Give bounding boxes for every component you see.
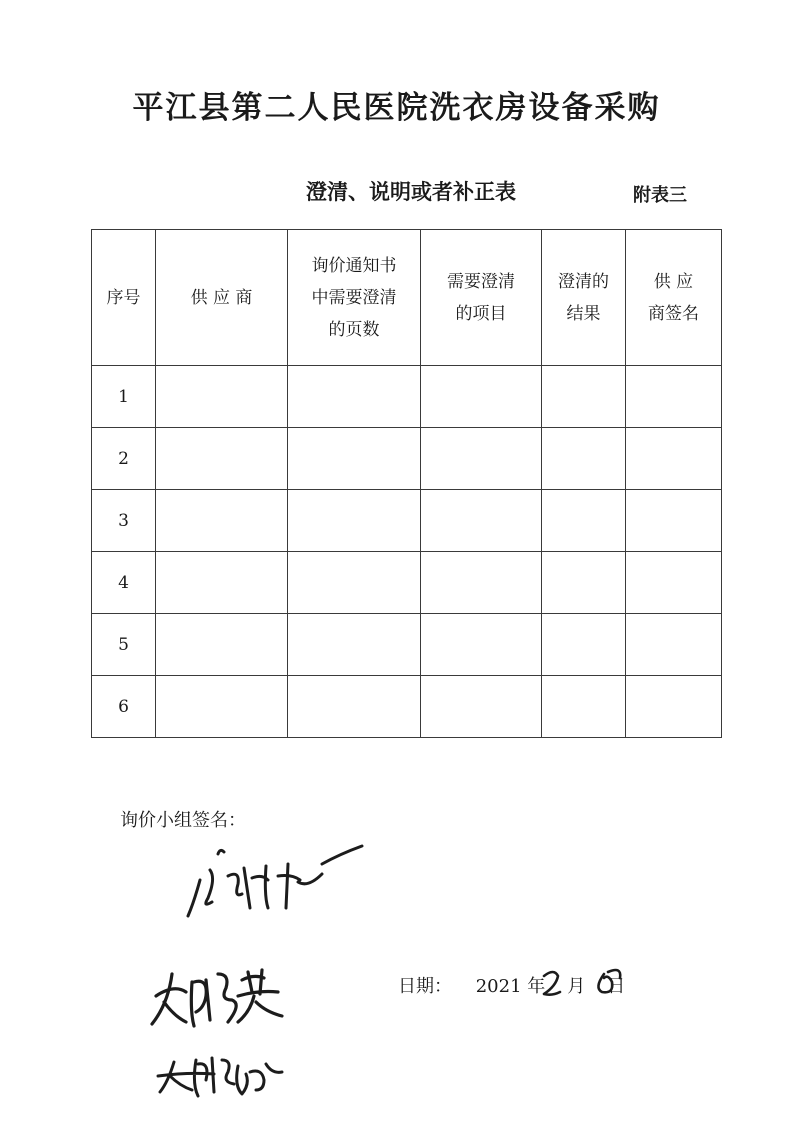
cell-supplier (156, 676, 288, 738)
date-day-suffix: 日 (607, 976, 626, 997)
header-clarify-item: 需要澄清的项目 (421, 230, 542, 366)
cell-supplier (156, 552, 288, 614)
group-signature-label: 询价小组签名： (120, 810, 246, 831)
row-index: 5 (92, 614, 156, 676)
cell-signature (626, 614, 722, 676)
table-row (92, 490, 722, 552)
cell-supplier (156, 490, 288, 552)
date-label: 日期： (398, 976, 452, 997)
row-index: 2 (92, 428, 156, 490)
cell-item (421, 428, 542, 490)
cell-pages (288, 552, 421, 614)
handwritten-signature-3 (150, 1036, 290, 1106)
cell-signature (626, 428, 722, 490)
cell-pages (288, 366, 421, 428)
table-row (92, 428, 722, 490)
header-supplier-signature: 供 应 商签名 (626, 230, 722, 366)
row-index: 1 (92, 366, 156, 428)
row-index: 6 (92, 676, 156, 738)
cell-result (542, 366, 626, 428)
table-row (92, 614, 722, 676)
handwritten-date-digits (538, 966, 638, 1002)
header-index: 序号 (92, 230, 156, 366)
handwritten-signature-2 (146, 952, 296, 1032)
cell-supplier (156, 428, 288, 490)
cell-item (421, 614, 542, 676)
cell-item (421, 490, 542, 552)
cell-signature (626, 490, 722, 552)
cell-result (542, 490, 626, 552)
clarification-table (91, 229, 722, 738)
table-row (92, 676, 722, 738)
header-clarify-result: 澄清的结果 (542, 230, 626, 366)
cell-supplier (156, 366, 288, 428)
cell-item (421, 676, 542, 738)
cell-result (542, 552, 626, 614)
table-row (92, 366, 722, 428)
header-supplier: 供 应 商 (156, 230, 288, 366)
date-month-suffix: 月 (567, 976, 586, 997)
cell-supplier (156, 614, 288, 676)
date-year: 2021 年 (475, 976, 546, 997)
cell-result (542, 676, 626, 738)
cell-item (421, 366, 542, 428)
cell-pages (288, 490, 421, 552)
cell-pages (288, 676, 421, 738)
cell-pages (288, 614, 421, 676)
handwritten-signature-1 (170, 842, 370, 922)
cell-signature (626, 552, 722, 614)
cell-result (542, 428, 626, 490)
cell-signature (626, 366, 722, 428)
header-page-count: 询价通知书中需要澄清的页数 (288, 230, 421, 366)
cell-signature (626, 676, 722, 738)
cell-result (542, 614, 626, 676)
cell-item (421, 552, 542, 614)
table-row (92, 552, 722, 614)
table-header-row (92, 230, 722, 366)
row-index: 4 (92, 552, 156, 614)
document-subtitle: 澄清、说明或者补正表 (306, 180, 516, 204)
cell-pages (288, 428, 421, 490)
document-title: 平江县第二人民医院洗衣房设备采购 (132, 90, 661, 126)
attachment-label: 附表三 (633, 185, 687, 206)
row-index: 3 (92, 490, 156, 552)
